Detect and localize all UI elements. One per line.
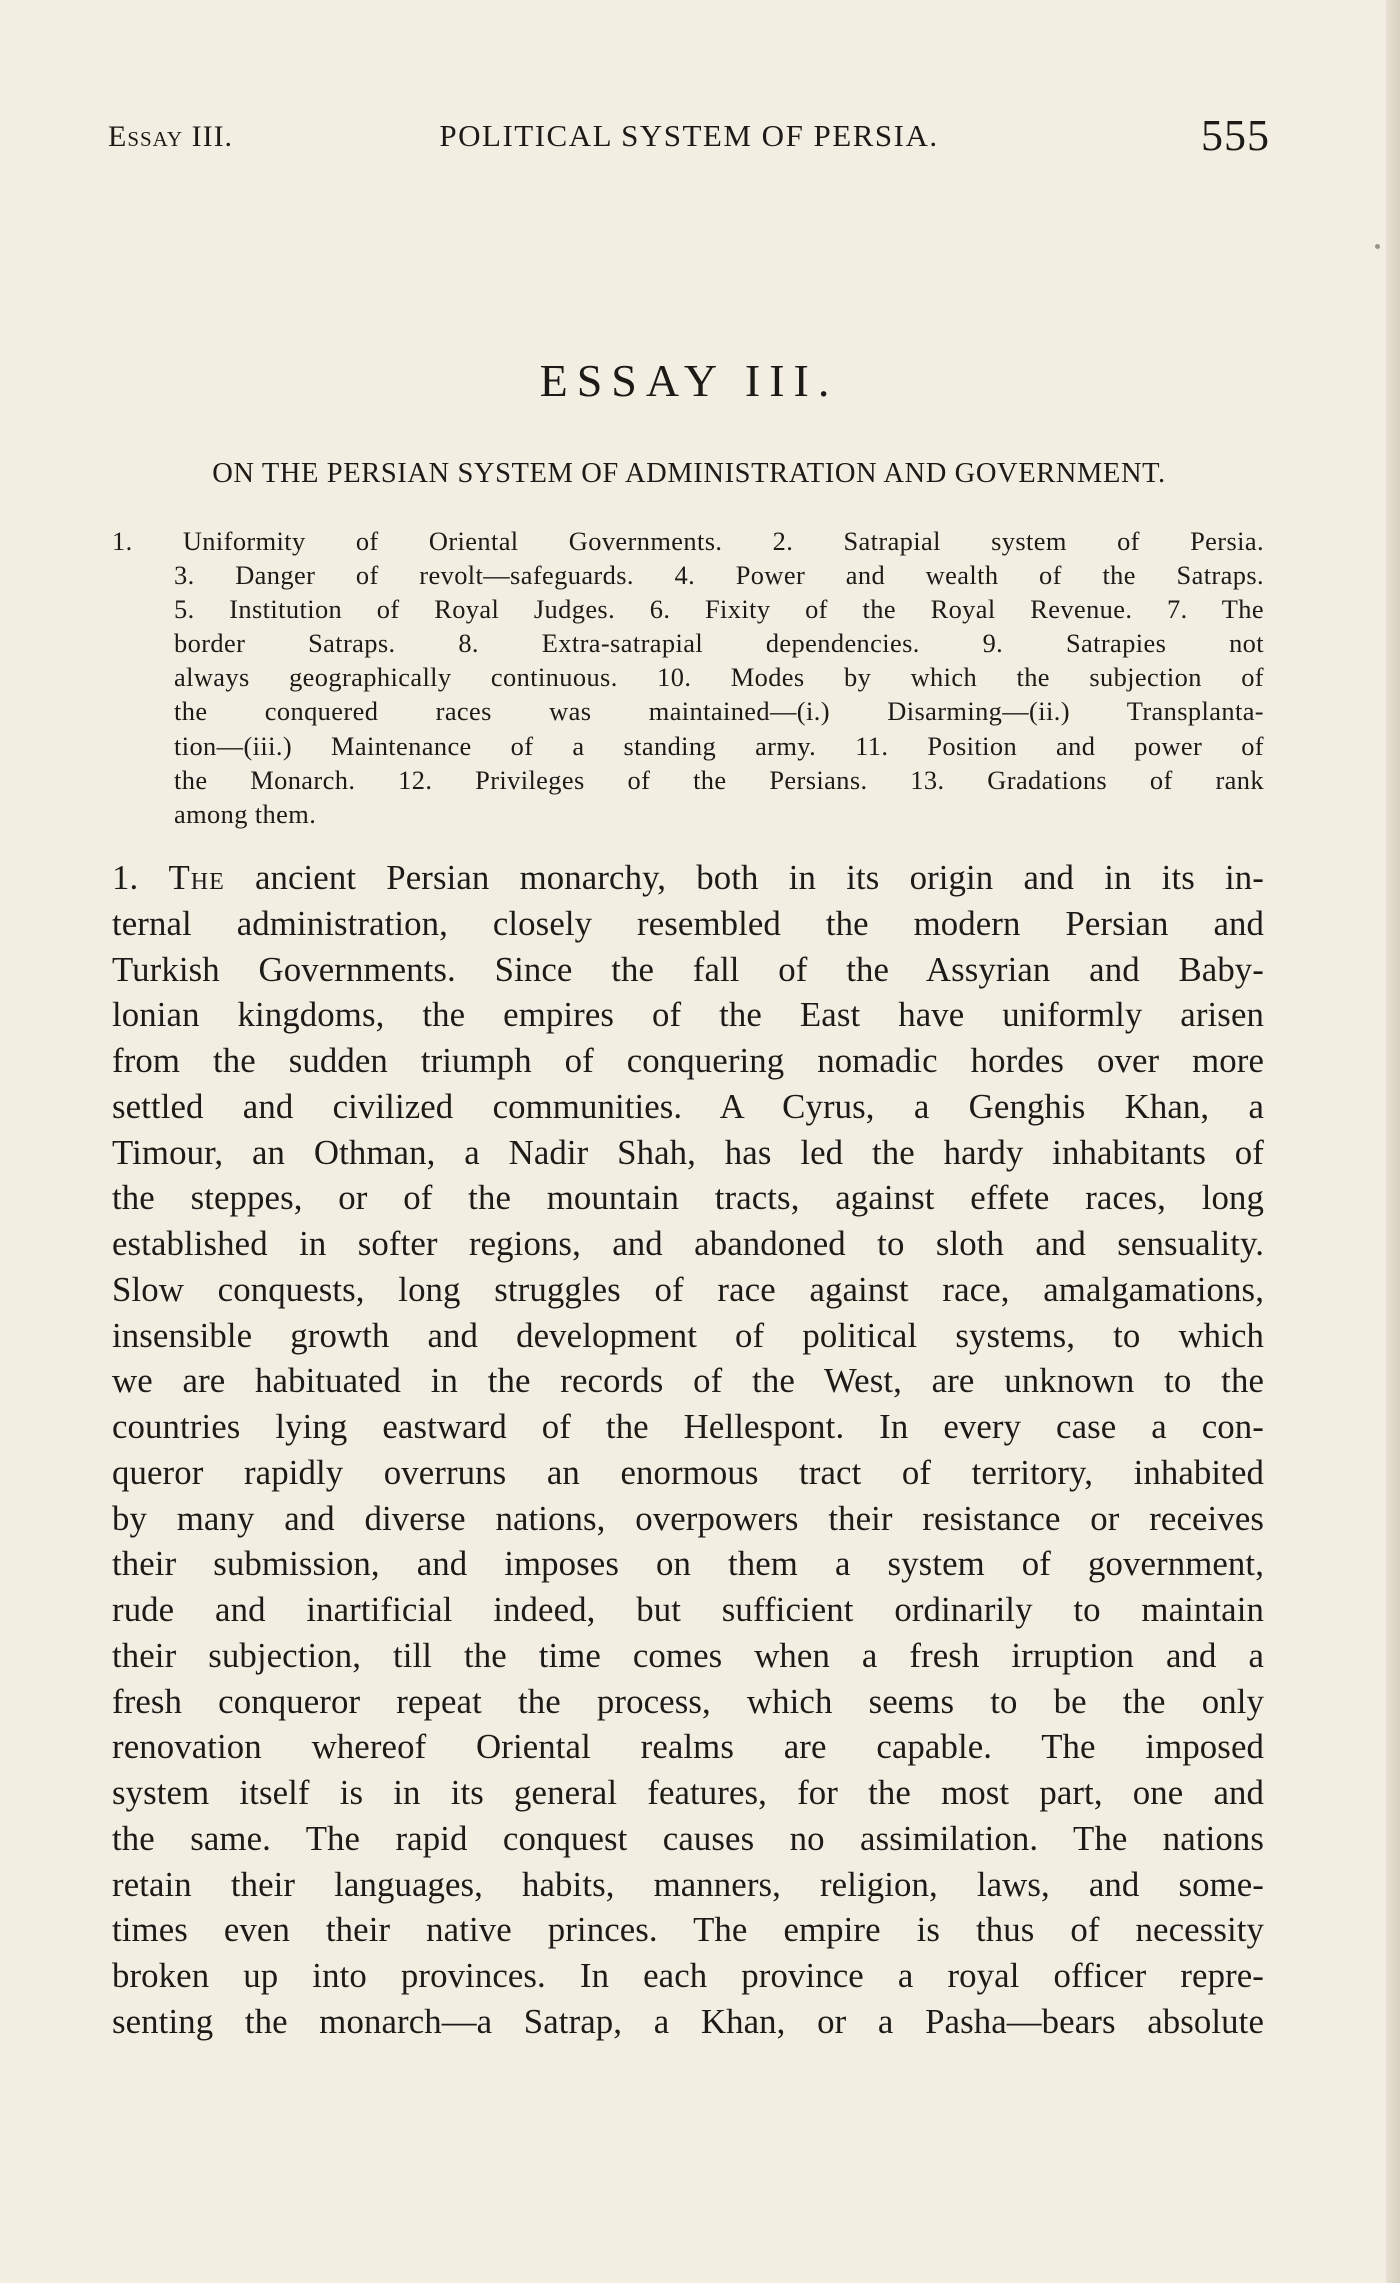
synopsis-line: 5. Institution of Royal Judges. 6. Fixity of the Royal Revenue. 7. The [174,594,1264,625]
body-line: broken up into provinces. In each province a royal officer repre- [112,1956,1264,1995]
body-line: times even their native princes. The empire is thus of necessity [112,1910,1264,1950]
body-line: countries lying eastward of the Hellespont. In every case a con- [112,1407,1264,1446]
synopsis-line: 1. Uniformity of Oriental Governments. 2. Satrapial system of Persia. [112,526,1264,556]
running-head-title: POLITICAL SYSTEM OF PERSIA. [439,118,939,153]
body-line: senting the monarch—a Satrap, a Khan, or a Pasha—bears absolute [112,2001,1264,2041]
synopsis [112,524,1264,831]
body-line: settled and civilized communities. A Cyrus, a Genghis Khan, a [112,1086,1264,1126]
first-line-text: ancient Persian monarchy, both in its origin and in its in- [224,858,1264,897]
body-line: their subjection, till the time comes when a fresh irruption and a [112,1635,1264,1675]
body-line: Slow conquests, long struggles of race against race, amalgamations, [112,1269,1264,1309]
body-line: queror rapidly overruns an enormous tract of territory, inhabited [112,1452,1264,1492]
synopsis-line: the Monarch. 12. Privileges of the Persians. 13. Gradations of rank [174,764,1264,795]
body-line: system itself is in its general features, for the most part, one and [112,1773,1264,1812]
section-number: 1. [112,858,169,897]
body-line: by many and diverse nations, overpowers their resistance or receives [112,1498,1264,1538]
body-line: their submission, and imposes on them a system of government, [112,1544,1264,1584]
opening-word: The [168,858,225,897]
body-line: Turkish Governments. Since the fall of the Assyrian and Baby- [112,949,1264,989]
synopsis-line: the conquered races was maintained—(i.) Disarming—(ii.) Transplanta- [174,696,1264,727]
body-line: retain their languages, habits, manners, religion, laws, and some- [112,1864,1264,1904]
body-line: Timour, an Othman, a Nadir Shah, has led the hardy inhabitants of [112,1132,1264,1172]
essay-title: ESSAY III. [539,355,839,406]
body-line: the steppes, or of the mountain tracts, against effete races, long [112,1178,1264,1218]
body-line: fresh conqueror repeat the process, which seems to be the only [112,1681,1264,1721]
essay-subtitle: ON THE PERSIAN SYSTEM OF ADMINISTRATION AND GOVERNMENT. [212,458,1166,489]
synopsis-line: always geographically continuous. 10. Modes by which the subjection of [174,662,1264,693]
body-text [112,855,1264,2045]
body-line: renovation whereof Oriental realms are capable. The imposed [112,1727,1264,1767]
body-line: ternal administration, closely resembled the modern Persian and [112,903,1264,943]
synopsis-line: tion—(iii.) Maintenance of a standing army. 11. Position and power of [174,730,1264,761]
synopsis-line: border Satraps. 8. Extra-satrapial dependencies. 9. Satrapies not [174,628,1264,659]
body-line: established in softer regions, and abandoned to sloth and sensuality. [112,1224,1264,1263]
body-first-line [112,855,1264,901]
body-line: rude and inartificial indeed, but sufficient ordinarily to maintain [112,1590,1264,1629]
running-head [108,110,1270,170]
page-number: 555 [1201,111,1270,160]
body-line: lonian kingdoms, the empires of the East have uniformly arisen [112,995,1264,1035]
body-line: insensible growth and development of political systems, to which [112,1315,1264,1355]
synopsis-line: 3. Danger of revolt—safeguards. 4. Power and wealth of the Satraps. [174,560,1264,591]
paper-speck [1375,244,1380,249]
synopsis-line: among them. [174,798,317,829]
running-head-left: Essay III. [108,120,234,153]
page-edge-shadow [1386,0,1400,2283]
body-line: the same. The rapid conquest causes no assimilation. The nations [112,1818,1264,1858]
body-line: we are habituated in the records of the West, are unknown to the [112,1361,1264,1401]
body-line: from the sudden triumph of conquering nomadic hordes over more [112,1041,1264,1080]
